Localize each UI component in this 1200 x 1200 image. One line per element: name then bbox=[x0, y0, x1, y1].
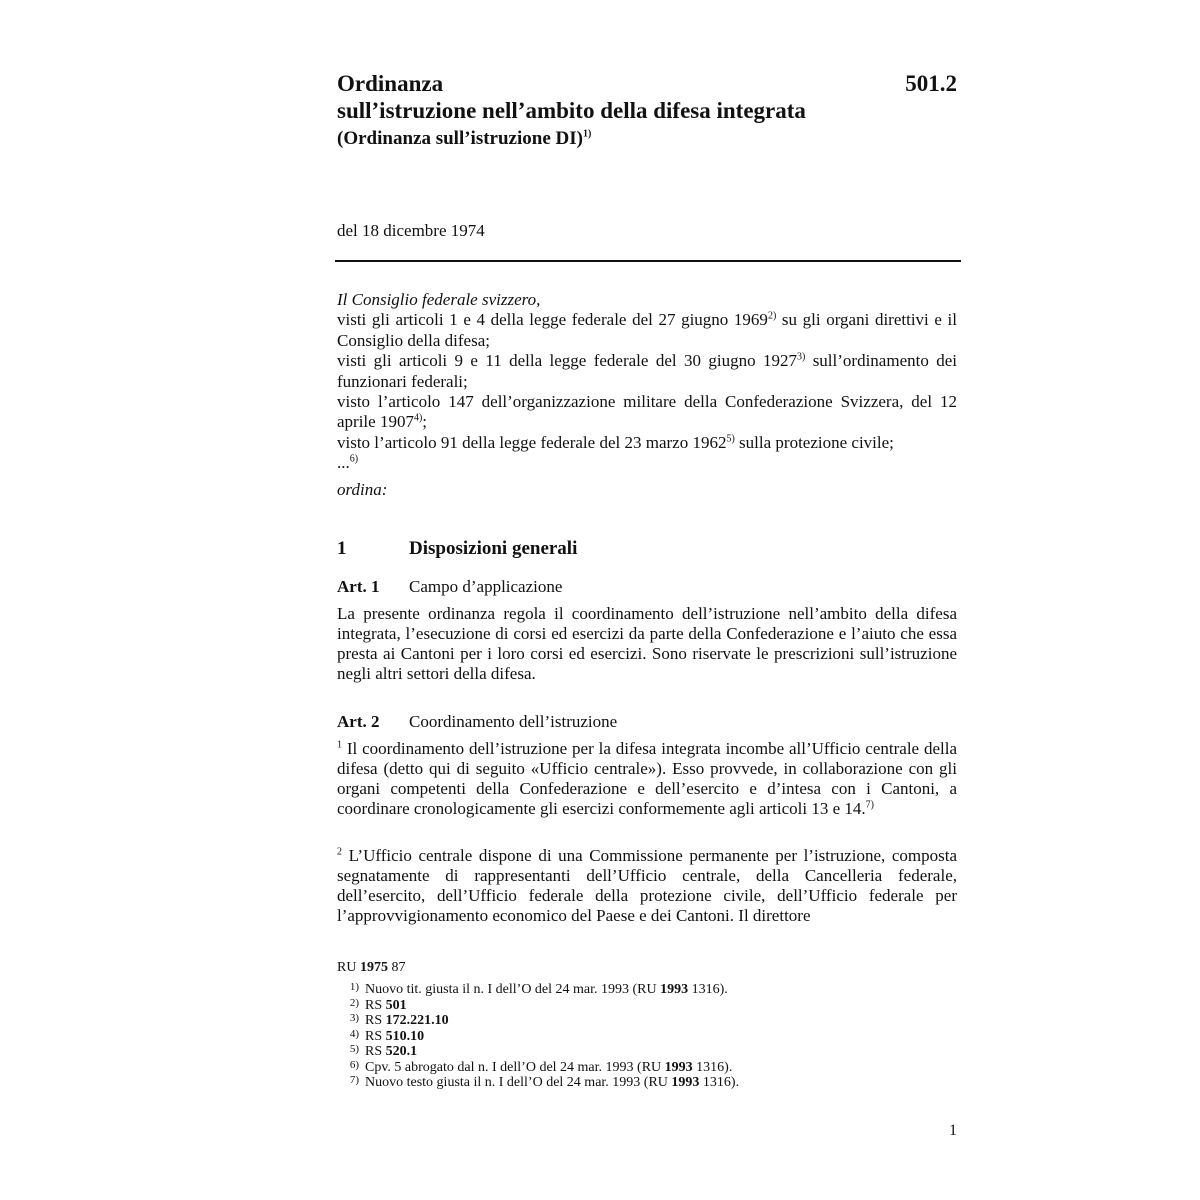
ru-reference: RU 1975 87 bbox=[337, 960, 406, 975]
divider-rule bbox=[335, 260, 961, 262]
footnote-ref[interactable]: 6) bbox=[349, 453, 359, 465]
preamble-line: ...$^{6)}$ bbox=[337, 453, 359, 473]
footnote: 1) Nuovo tit. giusta il n. I dell’O del 24 mar. 1993 (RU 1993 1316). bbox=[349, 981, 728, 997]
footnote: 5) RS 520.1 bbox=[349, 1043, 418, 1059]
article-2-paragraph-2: $^2$ L’Ufficio centrale dispone di una Commissione permanente per l’istruzione, composta segnatamente di rappresentanti dell’Ufficio centrale, della Cancelleria federale, dell’esercito, dell’Ufficio federale della protezione civile, dell’Ufficio federale per l’approvvigionamento economico del Paese e dei Cantoni. Il direttore bbox=[337, 846, 957, 925]
section-number: 1 bbox=[337, 538, 347, 559]
footnotes bbox=[337, 982, 739, 1091]
article-2-paragraph-1: $^1$ Il coordinamento dell’istruzione per la difesa integrata incombe all’Ufficio centrale della difesa (detto qui di seguito «Ufficio centrale»). Esso provvede, in collaborazione con gli organi competenti della Confederazione e dell’esercito e d’intesa con i Cantoni, a coordinare cronologicamente gli esercizi conformemente agli articoli 13 e 14.$^{7)}$ bbox=[337, 739, 957, 818]
decree-date: del 18 dicembre 1974 bbox=[337, 221, 485, 240]
article-1-heading bbox=[337, 577, 562, 597]
footnote: 3) RS 172.221.10 bbox=[349, 1012, 449, 1028]
title-line-3 bbox=[337, 124, 961, 154]
footnote-ref[interactable]: 2) bbox=[767, 310, 777, 322]
preamble bbox=[337, 290, 957, 500]
preamble-line: visto l’articolo 147 dell’organizzazione militare della Confederazione Svizzera, del 12 aprile 1907$^{4)}$; bbox=[337, 392, 957, 432]
article-label: Art. 1 bbox=[337, 577, 380, 596]
footnote-ref[interactable]: 3) bbox=[796, 351, 806, 363]
footnote: 6) Cpv. 5 abrogato dal n. I dell’O del 24 mar. 1993 (RU 1993 1316). bbox=[349, 1058, 733, 1075]
page-number: 1 bbox=[949, 1122, 957, 1139]
short-title: (Ordinanza sull’istruzione DI) bbox=[337, 128, 583, 149]
article-2-heading bbox=[337, 712, 617, 732]
preamble-line: visto l’articolo 91 della legge federale del 23 marzo 1962$^{5)}$ sulla protezione civile; bbox=[337, 432, 894, 452]
preamble-intro: Il Consiglio federale svizzero, bbox=[337, 290, 541, 309]
article-label: Art. 2 bbox=[337, 712, 380, 731]
preamble-ordina: ordina: bbox=[337, 479, 388, 499]
footnote: 7) Nuovo testo giusta il n. I dell’O del 24 mar. 1993 (RU 1993 1316). bbox=[349, 1074, 740, 1090]
section-title: Disposizioni generali bbox=[409, 538, 578, 559]
document-page bbox=[337, 0, 961, 1200]
preamble-line: visti gli articoli 1 e 4 della legge federale del 27 giugno 1969$^{2)}$ su gli organi direttivi e il Consiglio della difesa; bbox=[337, 310, 957, 350]
footnote-ref[interactable]: 1) bbox=[582, 128, 592, 140]
sr-number: 501.2 bbox=[905, 71, 957, 96]
title-line-1: Ordinanza bbox=[337, 71, 444, 96]
preamble-line: visti gli articoli 9 e 11 della legge federale del 30 giugno 1927$^{3)}$ sull’ordinamento dei funzionari federali; bbox=[337, 351, 957, 391]
footnote: 2) RS 501 bbox=[349, 996, 407, 1013]
footnote-ref[interactable]: 7) bbox=[865, 799, 875, 811]
footnote: 4) RS 510.10 bbox=[349, 1027, 425, 1044]
title-block bbox=[337, 70, 961, 154]
article-1-text: La presente ordinanza regola il coordinamento dell’istruzione nell’ambito della difesa integrata, l’esecuzione di corsi ed esercizi da parte della Confederazione e l’aiuto che essa presta ai Cantoni per i loro corsi ed esercizi. Sono riservate le prescrizioni sull’istruzione negli altri settori della difesa. bbox=[337, 604, 957, 683]
footnote-ref[interactable]: 5) bbox=[726, 433, 735, 445]
article-title: Campo d’applicazione bbox=[409, 577, 563, 596]
article-title: Coordinamento dell’istruzione bbox=[409, 712, 618, 731]
title-line-2: sull’istruzione nell’ambito della difesa integrata bbox=[337, 98, 806, 123]
footnote-ref[interactable]: 4) bbox=[413, 412, 423, 424]
section-heading bbox=[337, 538, 577, 560]
